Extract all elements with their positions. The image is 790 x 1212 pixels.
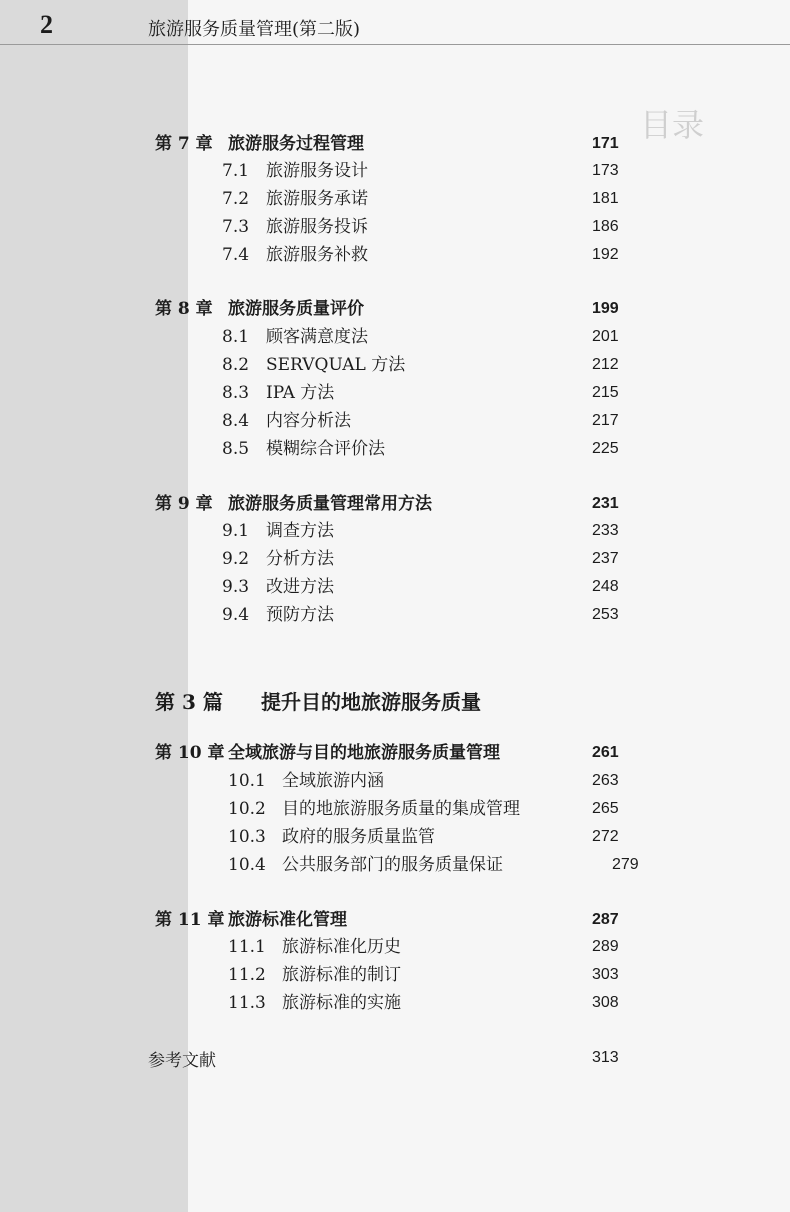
- toc-section[interactable]: [228, 824, 435, 850]
- toc-section[interactable]: [228, 768, 384, 794]
- chapter-title: 全域旅游与目的地旅游服务质量管理: [228, 743, 500, 763]
- section-page: 308: [592, 994, 619, 1011]
- section-page: 303: [592, 966, 619, 983]
- section-page: 248: [592, 578, 619, 595]
- chapter-label: 第 7 章: [155, 134, 213, 154]
- chapter-label: 第 10 章: [155, 743, 225, 763]
- section-page: 212: [592, 356, 619, 373]
- section-title: 政府的服务质量监管: [282, 827, 435, 847]
- part-label: 第 3 篇: [155, 690, 223, 714]
- section-title: 内容分析法: [266, 411, 351, 431]
- section-title: 旅游标准的实施: [282, 993, 401, 1013]
- section-title: 旅游服务补救: [266, 245, 368, 265]
- section-number: 10.1: [228, 771, 266, 791]
- toc-section[interactable]: [222, 518, 334, 544]
- toc-section[interactable]: [222, 436, 385, 462]
- page-margin-shade: [0, 0, 188, 1212]
- section-title: 预防方法: [266, 605, 334, 625]
- chapter-label: 第 8 章: [155, 299, 213, 319]
- chapter-page: 171: [592, 135, 619, 152]
- section-page: 181: [592, 190, 619, 207]
- section-number: 7.4: [222, 245, 250, 265]
- part-title: 提升目的地旅游服务质量: [261, 690, 481, 714]
- section-number: 9.1: [222, 521, 250, 541]
- toc-chapter-11[interactable]: [155, 907, 347, 933]
- section-page: 225: [592, 440, 619, 457]
- section-page: 201: [592, 328, 619, 345]
- toc-section[interactable]: [222, 380, 334, 406]
- chapter-page: 287: [592, 911, 619, 928]
- section-title: IPA 方法: [266, 383, 335, 403]
- section-title: 分析方法: [266, 549, 334, 569]
- section-page: 237: [592, 550, 619, 567]
- chapter-title: 旅游服务质量管理常用方法: [228, 494, 432, 514]
- header-rule: [0, 44, 790, 45]
- section-page: 186: [592, 218, 619, 235]
- section-page: 233: [592, 522, 619, 539]
- toc-section[interactable]: [222, 214, 368, 240]
- toc-section[interactable]: [228, 852, 503, 878]
- section-number: 11.1: [228, 937, 266, 957]
- toc-section[interactable]: [222, 158, 368, 184]
- toc-chapter-8[interactable]: [155, 296, 364, 322]
- section-number: 8.4: [222, 411, 250, 431]
- section-title: 模糊综合评价法: [266, 439, 385, 459]
- section-number: 10.4: [228, 855, 266, 875]
- section-page: 173: [592, 162, 619, 179]
- section-page: 215: [592, 384, 619, 401]
- chapter-title: 旅游服务过程管理: [228, 134, 364, 154]
- section-number: 8.5: [222, 439, 250, 459]
- section-page: 289: [592, 938, 619, 955]
- section-number: 8.1: [222, 327, 250, 347]
- running-title: 旅游服务质量管理(第二版): [148, 19, 361, 40]
- toc-section[interactable]: [222, 602, 334, 628]
- section-title: SERVQUAL 方法: [266, 355, 406, 375]
- toc-section[interactable]: [228, 962, 401, 988]
- section-title: 旅游服务承诺: [266, 189, 368, 209]
- section-title: 全域旅游内涵: [282, 771, 384, 791]
- section-number: 10.2: [228, 799, 266, 819]
- section-title: 顾客满意度法: [266, 327, 368, 347]
- section-number: 9.4: [222, 605, 250, 625]
- section-page: 253: [592, 606, 619, 623]
- toc-section[interactable]: [222, 546, 334, 572]
- chapter-page: 261: [592, 744, 619, 761]
- section-title: 目的地旅游服务质量的集成管理: [282, 799, 520, 819]
- toc-part-3[interactable]: [155, 686, 481, 715]
- toc-chapter-7[interactable]: [155, 131, 364, 157]
- section-number: 11.2: [228, 965, 266, 985]
- toc-section[interactable]: [222, 242, 368, 268]
- section-number: 7.2: [222, 189, 250, 209]
- section-title: 公共服务部门的服务质量保证: [282, 855, 503, 875]
- section-title: 旅游服务设计: [266, 161, 368, 181]
- toc-section[interactable]: [222, 352, 405, 378]
- toc-chapter-10[interactable]: [155, 740, 500, 766]
- section-page: 192: [592, 246, 619, 263]
- section-page: 217: [592, 412, 619, 429]
- references-page: 313: [592, 1049, 619, 1066]
- section-number: 10.3: [228, 827, 266, 847]
- section-number: 7.1: [222, 161, 250, 181]
- toc-section[interactable]: [222, 186, 368, 212]
- toc-section[interactable]: [222, 324, 368, 350]
- toc-section[interactable]: [222, 408, 351, 434]
- toc-references[interactable]: [148, 1046, 216, 1071]
- section-page: 265: [592, 800, 619, 817]
- section-title: 改进方法: [266, 577, 334, 597]
- toc-section[interactable]: [228, 990, 401, 1016]
- section-number: 7.3: [222, 217, 250, 237]
- page-number: 2: [40, 10, 53, 39]
- toc-chapter-9[interactable]: [155, 491, 432, 517]
- chapter-title: 旅游服务质量评价: [228, 299, 364, 319]
- chapter-page: 231: [592, 495, 619, 512]
- toc-section[interactable]: [222, 574, 334, 600]
- section-number: 9.2: [222, 549, 250, 569]
- section-page: 263: [592, 772, 619, 789]
- section-page: 279: [612, 856, 639, 873]
- toc-section[interactable]: [228, 796, 520, 822]
- section-title: 旅游服务投诉: [266, 217, 368, 237]
- section-number: 8.3: [222, 383, 250, 403]
- chapter-page: 199: [592, 300, 619, 317]
- section-title: 旅游标准的制订: [282, 965, 401, 985]
- section-number: 11.3: [228, 993, 266, 1013]
- chapter-title: 旅游标准化管理: [228, 910, 347, 930]
- section-title: 调查方法: [266, 521, 334, 541]
- references-title: 参考文献: [148, 1051, 216, 1071]
- chapter-label: 第 11 章: [155, 910, 225, 930]
- section-page: 272: [592, 828, 619, 845]
- chapter-label: 第 9 章: [155, 494, 213, 514]
- section-number: 9.3: [222, 577, 250, 597]
- toc-section[interactable]: [228, 934, 401, 960]
- section-number: 8.2: [222, 355, 250, 375]
- show-through-text: 目录: [640, 106, 705, 144]
- section-title: 旅游标准化历史: [282, 937, 401, 957]
